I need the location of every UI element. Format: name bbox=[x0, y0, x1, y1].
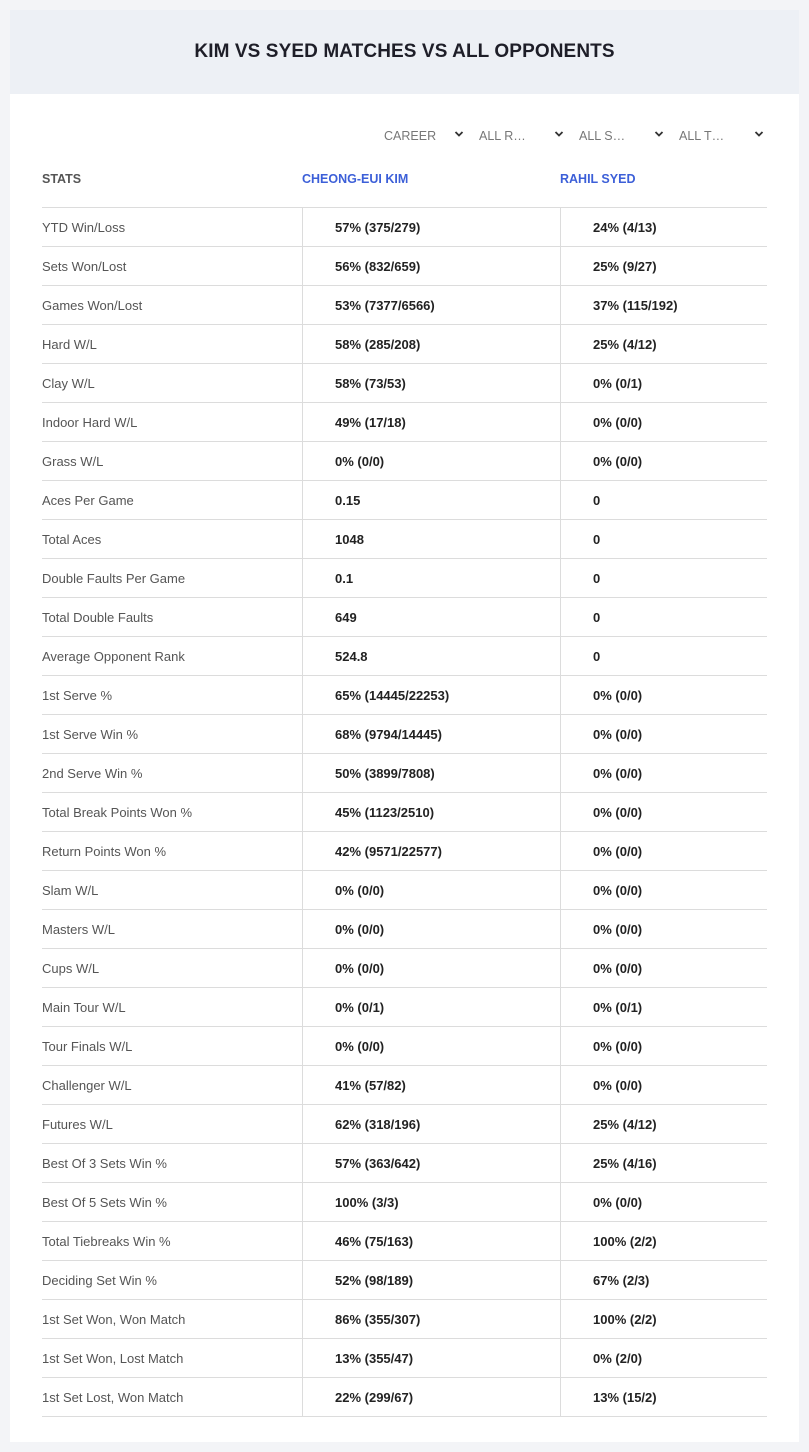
player2-stat-value: 0 bbox=[560, 598, 767, 637]
table-row bbox=[42, 325, 767, 364]
stat-label: 1st Serve Win % bbox=[42, 727, 139, 742]
player2-link[interactable]: RAHIL SYED bbox=[560, 172, 636, 186]
player2-stat-value: 0% (0/0) bbox=[560, 442, 767, 481]
player1-stat-value: 0% (0/0) bbox=[302, 442, 560, 481]
stat-label: Games Won/Lost bbox=[42, 298, 143, 313]
player1-stat-value: 13% (355/47) bbox=[302, 1339, 560, 1378]
table-row bbox=[42, 559, 767, 598]
table-row bbox=[42, 754, 767, 793]
table-row bbox=[42, 871, 767, 910]
tournament-filter-select[interactable] bbox=[679, 122, 764, 150]
player2-stat-value: 0% (0/0) bbox=[560, 754, 767, 793]
stat-label: Challenger W/L bbox=[42, 1078, 132, 1093]
player2-stat-value: 0% (0/0) bbox=[560, 1183, 767, 1222]
table-row bbox=[42, 442, 767, 481]
stat-label: Total Aces bbox=[42, 532, 102, 547]
player1-stat-value: 62% (318/196) bbox=[302, 1105, 560, 1144]
player2-stat-value: 0% (0/0) bbox=[560, 676, 767, 715]
round-filter-select[interactable] bbox=[479, 122, 564, 150]
stat-label: Best Of 5 Sets Win % bbox=[42, 1195, 167, 1210]
player2-stat-value: 0 bbox=[560, 637, 767, 676]
table-row bbox=[42, 208, 767, 247]
player2-stat-value: 37% (115/192) bbox=[560, 286, 767, 325]
player1-stat-value: 0% (0/0) bbox=[302, 1027, 560, 1066]
table-row bbox=[42, 832, 767, 871]
player2-stat-value: 0% (0/0) bbox=[560, 1027, 767, 1066]
player1-stat-value: 68% (9794/14445) bbox=[302, 715, 560, 754]
player1-stat-value: 1048 bbox=[302, 520, 560, 559]
player1-stat-value: 0.15 bbox=[302, 481, 560, 520]
player1-stat-value: 41% (57/82) bbox=[302, 1066, 560, 1105]
period-filter-select[interactable] bbox=[384, 122, 464, 150]
stat-label: Hard W/L bbox=[42, 337, 97, 352]
stat-label: Masters W/L bbox=[42, 922, 115, 937]
player1-stat-value: 0% (0/0) bbox=[302, 949, 560, 988]
player1-stat-value: 49% (17/18) bbox=[302, 403, 560, 442]
stat-label: Futures W/L bbox=[42, 1117, 113, 1132]
player2-stat-value: 25% (9/27) bbox=[560, 247, 767, 286]
player1-stat-value: 0% (0/1) bbox=[302, 988, 560, 1027]
table-body bbox=[42, 208, 767, 1417]
stat-label: Grass W/L bbox=[42, 454, 104, 469]
table-row bbox=[42, 1027, 767, 1066]
player2-stat-value: 0 bbox=[560, 481, 767, 520]
stat-label: 1st Set Lost, Won Match bbox=[42, 1390, 184, 1405]
stat-label: Total Break Points Won % bbox=[42, 805, 193, 820]
table-row bbox=[42, 1261, 767, 1300]
table-row bbox=[42, 988, 767, 1027]
player1-stat-value: 0% (0/0) bbox=[302, 871, 560, 910]
stat-label: Slam W/L bbox=[42, 883, 99, 898]
player1-stat-value: 524.8 bbox=[302, 637, 560, 676]
stats-column-header: STATS bbox=[42, 172, 82, 186]
player1-stat-value: 65% (14445/22253) bbox=[302, 676, 560, 715]
player2-stat-value: 0% (0/1) bbox=[560, 364, 767, 403]
period-filter-value: CAREER bbox=[384, 129, 437, 143]
table-row bbox=[42, 1183, 767, 1222]
stats-table bbox=[42, 160, 767, 1417]
chevron-down-icon bbox=[454, 129, 464, 139]
player2-stat-value: 0% (0/0) bbox=[560, 793, 767, 832]
filter-bar bbox=[10, 122, 799, 150]
stat-label: 1st Serve % bbox=[42, 688, 113, 703]
table-row bbox=[42, 1300, 767, 1339]
table-row bbox=[42, 247, 767, 286]
table-row bbox=[42, 1144, 767, 1183]
player1-stat-value: 46% (75/163) bbox=[302, 1222, 560, 1261]
round-filter-value: ALL R… bbox=[479, 129, 526, 143]
stats-card bbox=[10, 10, 799, 1442]
player2-stat-value: 0 bbox=[560, 520, 767, 559]
stat-label: Main Tour W/L bbox=[42, 1000, 126, 1015]
stat-label: 2nd Serve Win % bbox=[42, 766, 143, 781]
table-row bbox=[42, 910, 767, 949]
player2-stat-value: 100% (2/2) bbox=[560, 1222, 767, 1261]
stat-label: Best Of 3 Sets Win % bbox=[42, 1156, 167, 1171]
player2-stat-value: 100% (2/2) bbox=[560, 1300, 767, 1339]
table-row bbox=[42, 1222, 767, 1261]
table-row bbox=[42, 949, 767, 988]
player2-stat-value: 24% (4/13) bbox=[560, 208, 767, 247]
stat-label: Cups W/L bbox=[42, 961, 100, 976]
chevron-down-icon bbox=[754, 129, 764, 139]
player2-stat-value: 0% (0/1) bbox=[560, 988, 767, 1027]
surface-filter-value: ALL S… bbox=[579, 129, 626, 143]
player2-stat-value: 13% (15/2) bbox=[560, 1378, 767, 1417]
stat-label: Double Faults Per Game bbox=[42, 571, 186, 586]
stat-label: Average Opponent Rank bbox=[42, 649, 185, 664]
table-row bbox=[42, 676, 767, 715]
stat-label: Return Points Won % bbox=[42, 844, 167, 859]
chevron-down-icon bbox=[654, 129, 664, 139]
player2-stat-value: 0% (0/0) bbox=[560, 715, 767, 754]
stat-label: Clay W/L bbox=[42, 376, 95, 391]
player1-stat-value: 56% (832/659) bbox=[302, 247, 560, 286]
table-header bbox=[42, 160, 767, 208]
stat-label: YTD Win/Loss bbox=[42, 220, 126, 235]
stat-label: Tour Finals W/L bbox=[42, 1039, 133, 1054]
table-row bbox=[42, 1105, 767, 1144]
player2-stat-value: 0% (0/0) bbox=[560, 403, 767, 442]
player2-stat-value: 0% (0/0) bbox=[560, 910, 767, 949]
player2-stat-value: 0% (0/0) bbox=[560, 949, 767, 988]
player2-stat-value: 0% (0/0) bbox=[560, 832, 767, 871]
page-title: KIM VS SYED MATCHES VS ALL OPPONENTS bbox=[194, 41, 615, 62]
stat-label: Total Double Faults bbox=[42, 610, 154, 625]
stat-label: Indoor Hard W/L bbox=[42, 415, 138, 430]
player1-stat-value: 50% (3899/7808) bbox=[302, 754, 560, 793]
player1-stat-value: 52% (98/189) bbox=[302, 1261, 560, 1300]
player1-stat-value: 45% (1123/2510) bbox=[302, 793, 560, 832]
table-row bbox=[42, 1066, 767, 1105]
player2-stat-value: 0 bbox=[560, 559, 767, 598]
player2-stat-value: 0% (0/0) bbox=[560, 871, 767, 910]
tournament-filter-value: ALL T… bbox=[679, 129, 725, 143]
table-row bbox=[42, 364, 767, 403]
player1-stat-value: 57% (375/279) bbox=[302, 208, 560, 247]
table-row bbox=[42, 1339, 767, 1378]
table-row bbox=[42, 715, 767, 754]
player1-stat-value: 42% (9571/22577) bbox=[302, 832, 560, 871]
player1-stat-value: 22% (299/67) bbox=[302, 1378, 560, 1417]
player1-link[interactable]: CHEONG-EUI KIM bbox=[302, 172, 409, 186]
stat-label: Aces Per Game bbox=[42, 493, 134, 508]
player1-stat-value: 58% (285/208) bbox=[302, 325, 560, 364]
player1-stat-value: 0% (0/0) bbox=[302, 910, 560, 949]
table-row bbox=[42, 520, 767, 559]
player1-stat-value: 649 bbox=[302, 598, 560, 637]
player1-stat-value: 0.1 bbox=[302, 559, 560, 598]
player1-stat-value: 86% (355/307) bbox=[302, 1300, 560, 1339]
player1-stat-value: 58% (73/53) bbox=[302, 364, 560, 403]
table-row bbox=[42, 403, 767, 442]
table-row bbox=[42, 1378, 767, 1417]
card-header bbox=[10, 10, 799, 94]
table-row bbox=[42, 481, 767, 520]
table-row bbox=[42, 793, 767, 832]
stat-label: Deciding Set Win % bbox=[42, 1273, 157, 1288]
player2-stat-value: 67% (2/3) bbox=[560, 1261, 767, 1300]
table-row bbox=[42, 637, 767, 676]
player1-stat-value: 57% (363/642) bbox=[302, 1144, 560, 1183]
surface-filter-select[interactable] bbox=[579, 122, 664, 150]
player2-stat-value: 25% (4/12) bbox=[560, 1105, 767, 1144]
player2-stat-value: 0% (2/0) bbox=[560, 1339, 767, 1378]
player2-stat-value: 25% (4/16) bbox=[560, 1144, 767, 1183]
chevron-down-icon bbox=[554, 129, 564, 139]
stat-label: 1st Set Won, Won Match bbox=[42, 1312, 186, 1327]
stat-label: Sets Won/Lost bbox=[42, 259, 127, 274]
player2-stat-value: 25% (4/12) bbox=[560, 325, 767, 364]
stat-label: 1st Set Won, Lost Match bbox=[42, 1351, 184, 1366]
player2-stat-value: 0% (0/0) bbox=[560, 1066, 767, 1105]
player1-stat-value: 100% (3/3) bbox=[302, 1183, 560, 1222]
table-row bbox=[42, 286, 767, 325]
player1-stat-value: 53% (7377/6566) bbox=[302, 286, 560, 325]
table-row bbox=[42, 598, 767, 637]
stat-label: Total Tiebreaks Win % bbox=[42, 1234, 171, 1249]
